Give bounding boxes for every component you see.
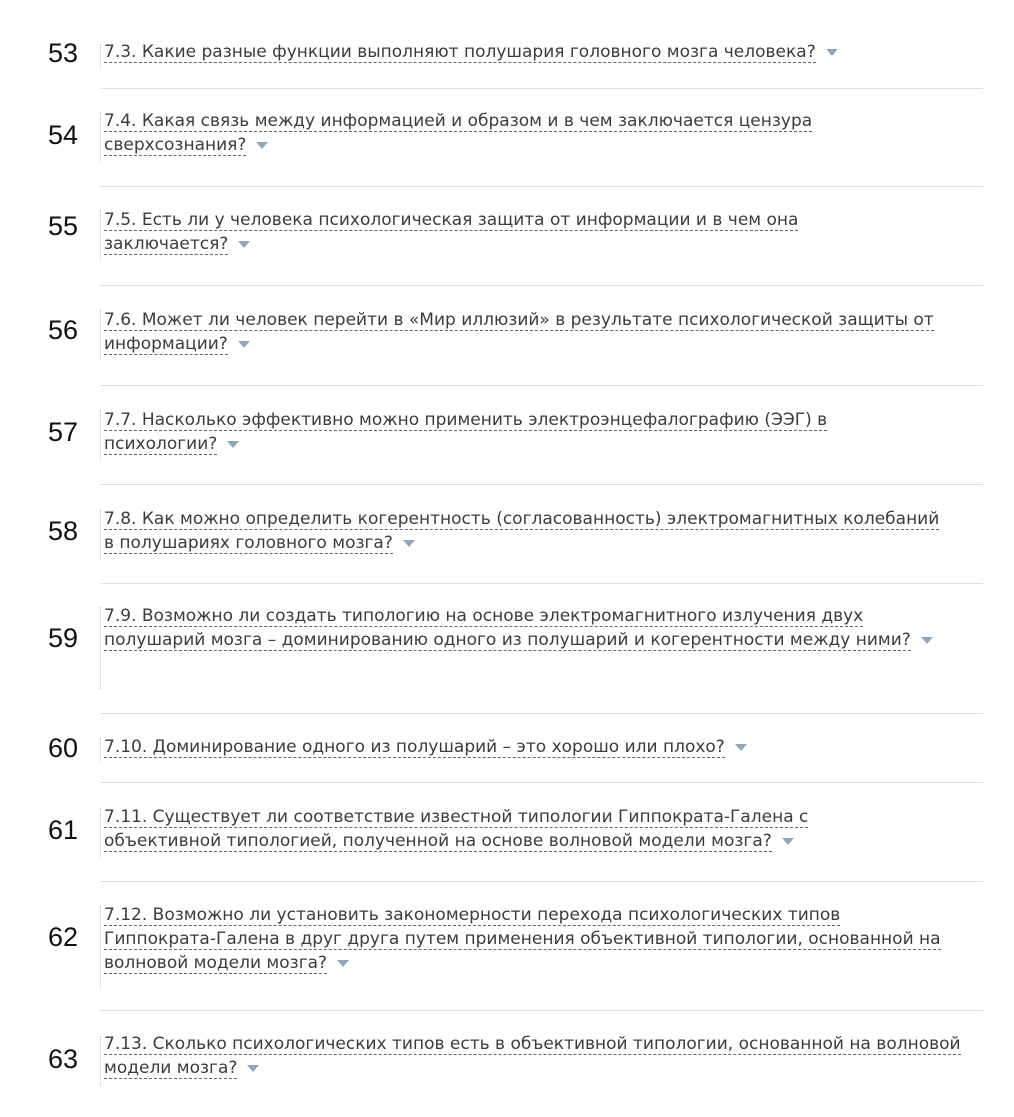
caret-down-icon[interactable] [921, 637, 933, 644]
question-text: 7.4. Какая связь между информацией и образом и в чем заключается цензура сверхсознания? [104, 111, 813, 155]
question-text: 7.3. Какие разные функции выполняют полушария головного мозга человека? [104, 42, 816, 62]
caret-down-icon[interactable] [826, 49, 838, 56]
faq-question-54[interactable] [104, 109, 924, 157]
item-number: 54 [48, 120, 79, 150]
caret-down-icon[interactable] [256, 142, 268, 149]
faq-question-59[interactable] [104, 604, 964, 652]
item-marker [100, 44, 101, 68]
item-number: 59 [48, 623, 79, 653]
caret-down-icon[interactable] [238, 241, 250, 248]
separator [100, 385, 983, 386]
caret-down-icon[interactable] [782, 838, 794, 845]
question-text: 7.6. Может ли человек перейти в «Мир иллюзий» в результате психологической защиты от информации? [104, 310, 934, 354]
faq-question-56[interactable] [104, 308, 944, 356]
caret-down-icon[interactable] [403, 540, 415, 547]
question-text: 7.10. Доминирование одного из полушарий – это хорошо или плохо? [104, 737, 725, 757]
item-marker [100, 210, 101, 260]
separator [100, 713, 983, 714]
separator [100, 782, 983, 783]
faq-question-57[interactable] [104, 408, 934, 456]
separator [100, 186, 983, 187]
faq-question-62[interactable] [104, 903, 944, 975]
item-marker [100, 1036, 101, 1086]
item-marker [100, 410, 101, 460]
separator [100, 583, 983, 584]
item-number: 57 [48, 417, 79, 447]
item-number: 61 [48, 815, 79, 845]
item-marker [100, 607, 101, 689]
caret-down-icon[interactable] [247, 1065, 259, 1072]
item-number: 62 [48, 922, 79, 952]
faq-question-58[interactable] [104, 507, 944, 555]
item-marker [100, 808, 101, 858]
faq-question-55[interactable] [104, 208, 924, 256]
question-text: 7.12. Возможно ли установить закономерности перехода психологических типов Гиппократа-Галена в друг друга путем применения объективной типологии, основанной на волновой модели мозга? [104, 905, 941, 973]
question-text: 7.5. Есть ли у человека психологическая защита от информации и в чем она заключается? [104, 210, 799, 254]
caret-down-icon[interactable] [238, 341, 250, 348]
caret-down-icon[interactable] [227, 441, 239, 448]
item-number: 55 [48, 211, 79, 241]
faq-question-60[interactable] [104, 735, 964, 759]
item-number: 53 [48, 38, 79, 68]
caret-down-icon[interactable] [337, 960, 349, 967]
faq-question-63[interactable] [104, 1032, 974, 1080]
item-marker [100, 738, 101, 762]
question-text: 7.8. Как можно определить когерентность (согласованность) электромагнитных колебаний в полушариях головного мозга? [104, 509, 940, 553]
item-number: 60 [48, 733, 79, 763]
separator [100, 285, 983, 286]
faq-question-53[interactable] [104, 40, 964, 64]
question-text: 7.11. Существует ли соответствие известной типологии Гиппократа-Галена с объективной типологией, полученной на основе волновой модели мозга? [104, 807, 809, 851]
faq-question-61[interactable] [104, 805, 894, 853]
item-number: 58 [48, 516, 79, 546]
item-number: 56 [48, 315, 79, 345]
separator [100, 88, 983, 89]
caret-down-icon[interactable] [735, 744, 747, 751]
item-marker [100, 510, 101, 560]
separator [100, 484, 983, 485]
question-text: 7.9. Возможно ли создать типологию на основе электромагнитного излучения двух полушарий мозга – доминированию одного из полушарий и когерентности между ними? [104, 606, 911, 650]
item-marker [100, 310, 101, 360]
separator [100, 881, 983, 882]
item-marker [100, 906, 101, 988]
question-text: 7.7. Насколько эффективно можно применить электроэнцефалографию (ЭЭГ) в психологии? [104, 410, 828, 454]
separator [100, 1010, 983, 1011]
item-number: 63 [48, 1044, 79, 1074]
question-text: 7.13. Сколько психологических типов есть в объективной типологии, основанной на волновой модели мозга? [104, 1034, 961, 1078]
item-marker [100, 112, 101, 162]
